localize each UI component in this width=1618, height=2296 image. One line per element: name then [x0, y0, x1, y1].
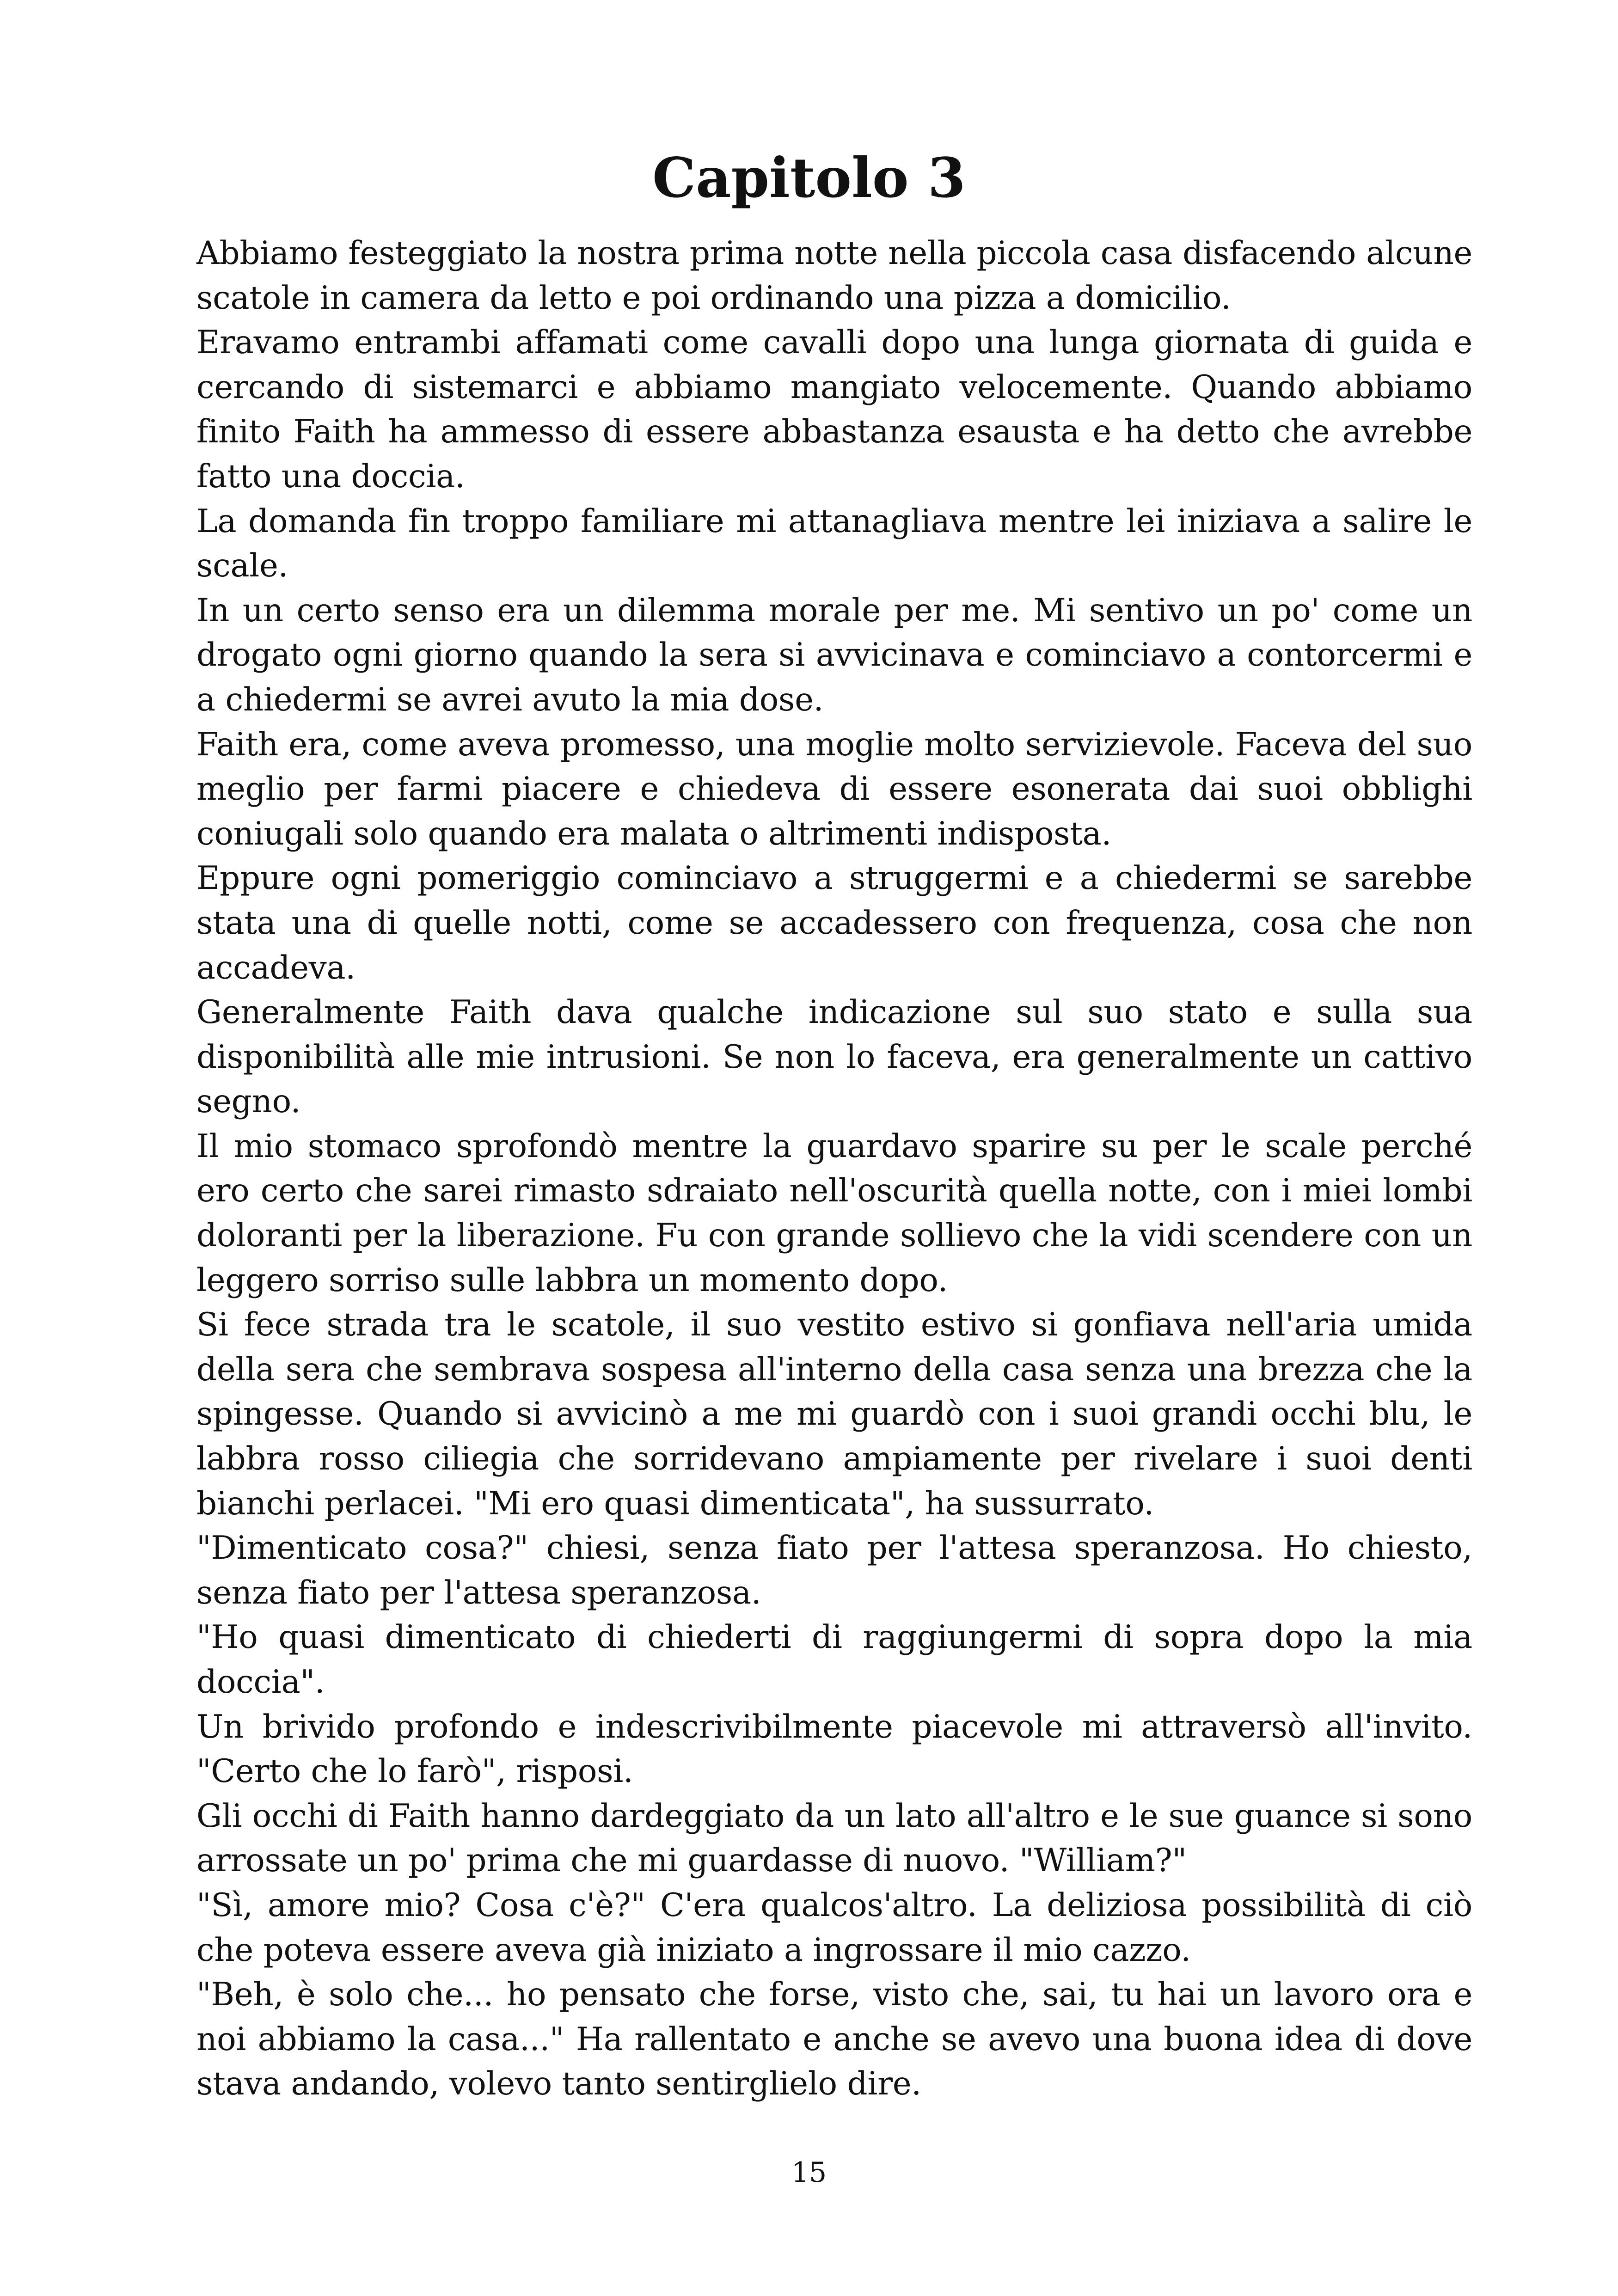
paragraph: "Sì, amore mio? Cosa c'è?" C'era qualcos'altro. La deliziosa possibilità di ciò che poteva essere aveva già iniziato a ingrossare il mio cazzo.: [196, 1886, 1472, 1969]
paragraph: Eravamo entrambi affamati come cavalli dopo una lunga giornata di guida e cercando di sistemarci e abbiamo mangiato velocemente. Quando abbiamo finito Faith ha ammesso di essere abbastanza esausta e ha detto che avrebbe fatto una doccia.: [196, 324, 1472, 495]
paragraph: In un certo senso era un dilemma morale per me. Mi sentivo un po' come un drogato ogni giorno quando la sera si avvicinava e cominciavo a contorcermi e a chiedermi se avrei avuto la mia dose.: [196, 592, 1472, 718]
page-number: 15: [791, 2156, 827, 2189]
paragraph: La domanda fin troppo familiare mi attanagliava mentre lei iniziava a salire le scale.: [196, 502, 1472, 585]
paragraph: "Beh, è solo che... ho pensato che forse, visto che, sai, tu hai un lavoro ora e noi abbiamo la casa..." Ha rallentato e anche se avevo una buona idea di dove stava andando, volevo tanto sentirglielo dire.: [196, 1976, 1472, 2103]
chapter-title: Capitolo 3: [652, 146, 966, 210]
paragraph: Si fece strada tra le scatole, il suo vestito estivo si gonfiava nell'aria umida della sera che sembrava sospesa all'interno della casa senza una brezza che la spingesse. Quando si avvicinò a me mi guardò con i suoi grandi occhi blu, le labbra rosso ciliegia che sorridevano ampiamente per rivelare i suoi denti bianchi perlacei. "Mi ero quasi dimenticata", ha sussurrato.: [196, 1306, 1472, 1522]
paragraph: "Ho quasi dimenticato di chiederti di raggiungermi di sopra dopo la mia doccia".: [196, 1619, 1472, 1701]
paragraph: "Dimenticato cosa?" chiesi, senza fiato per l'attesa speranzosa. Ho chiesto, senza fiato per l'attesa speranzosa.: [196, 1530, 1472, 1611]
paragraph: Abbiamo festeggiato la nostra prima notte nella piccola casa disfacendo alcune scatole in camera da letto e poi ordinando una pizza a domicilio.: [196, 235, 1472, 317]
paragraph: Faith era, come aveva promesso, una moglie molto servizievole. Faceva del suo meglio per farmi piacere e chiedeva di essere esonerata dai suoi obblighi coniugali solo quando era malata o altrimenti indisposta.: [196, 726, 1472, 852]
paragraph: Eppure ogni pomeriggio cominciavo a struggermi e a chiedermi se sarebbe stata una di quelle notti, come se accadessero con frequenza, cosa che non accadeva.: [196, 860, 1472, 986]
body-text: [196, 231, 1472, 2106]
paragraph: Gli occhi di Faith hanno dardeggiato da un lato all'altro e le sue guance si sono arrossate un po' prima che mi guardasse di nuovo. "William?": [196, 1797, 1472, 1880]
paragraph: Generalmente Faith dava qualche indicazione sul suo stato e sulla sua disponibilità alle mie intrusioni. Se non lo faceva, era generalmente un cattivo segno.: [196, 994, 1472, 1120]
paragraph: Un brivido profondo e indescrivibilmente piacevole mi attraversò all'invito. "Certo che lo farò", risposi.: [196, 1708, 1472, 1790]
paragraph: Il mio stomaco sprofondò mentre la guardavo sparire su per le scale perché ero certo che sarei rimasto sdraiato nell'oscurità quella notte, con i miei lombi doloranti per la liberazione. Fu con grande sollievo che la vidi scendere con un leggero sorriso sulle labbra un momento dopo.: [196, 1127, 1472, 1299]
